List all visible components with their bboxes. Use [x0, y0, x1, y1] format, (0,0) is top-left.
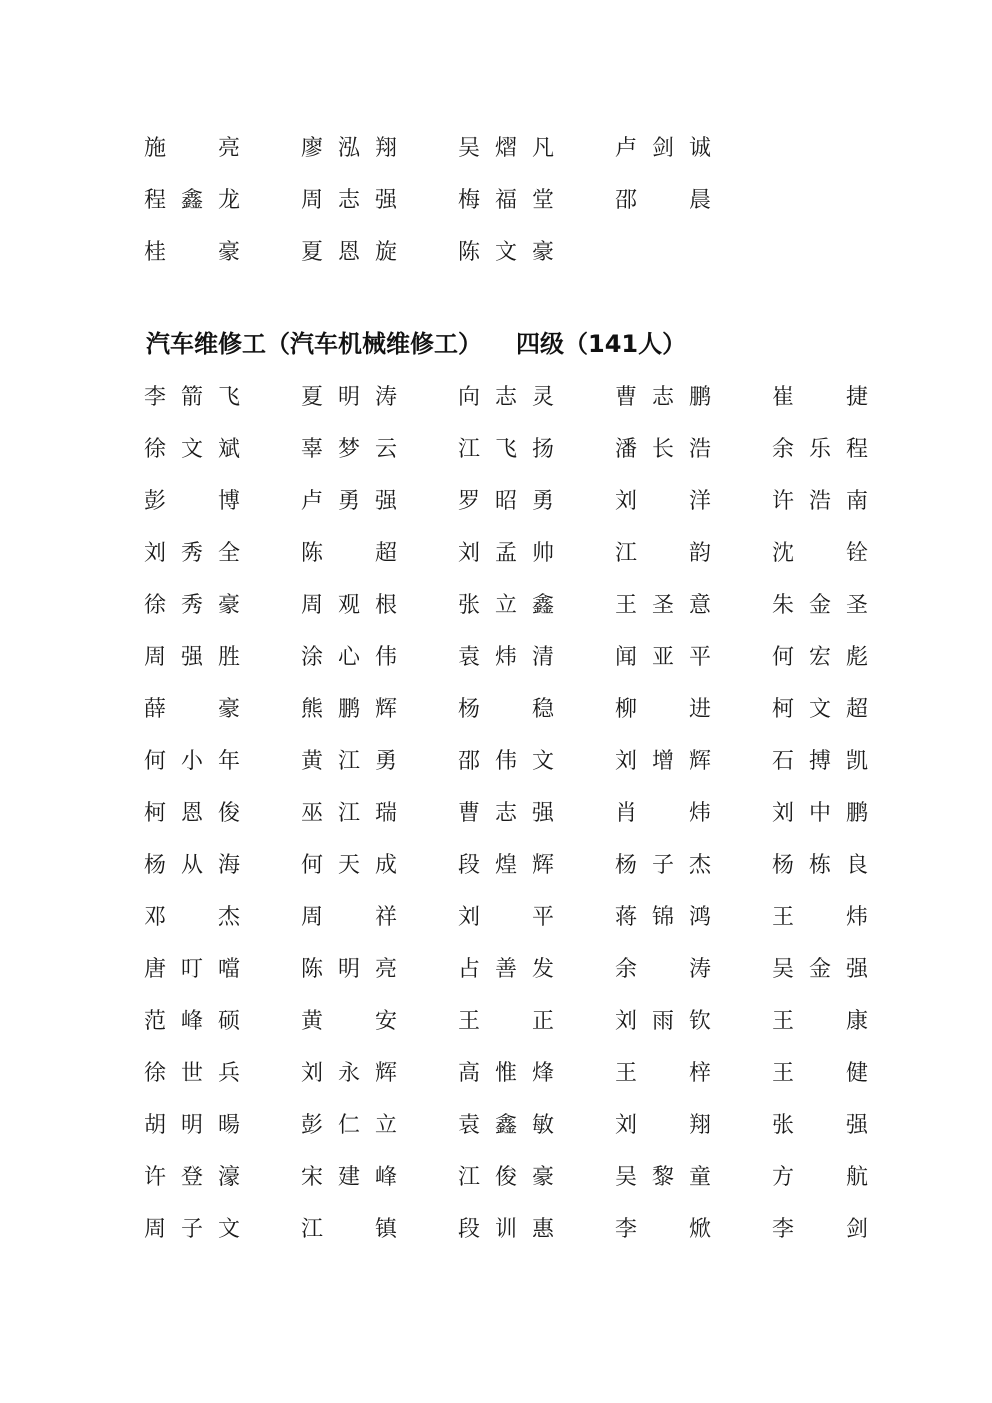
name-entry: 徐 世 兵 [144, 1060, 240, 1086]
top-name-list [0, 120, 992, 276]
name-entry: 熊 鹏 辉 [301, 696, 397, 722]
name-entry: 刘 秀 全 [144, 540, 240, 566]
name-entry: 张 立 鑫 [458, 592, 554, 618]
name-entry: 周 强 胜 [144, 644, 240, 670]
name-entry: 程 鑫 龙 [144, 187, 240, 213]
name-entry: 柳 进 [615, 696, 711, 722]
section-title: 汽车维修工（汽车机械维修工） [146, 330, 482, 358]
name-entry: 彭 仁 立 [301, 1112, 397, 1138]
name-entry: 许 浩 南 [772, 488, 868, 514]
name-entry: 唐 叮 噹 [144, 956, 240, 982]
names-row [0, 369, 992, 421]
name-entry: 江 飞 扬 [458, 436, 554, 462]
name-entry: 段 煌 辉 [458, 852, 554, 878]
name-entry: 柯 文 超 [772, 696, 868, 722]
name-entry: 沈 铨 [772, 540, 868, 566]
name-entry: 蒋 锦 鸿 [615, 904, 711, 930]
name-entry: 袁 炜 清 [458, 644, 554, 670]
name-entry: 向 志 灵 [458, 384, 554, 410]
name-entry: 何 宏 彪 [772, 644, 868, 670]
name-entry: 巫 江 瑞 [301, 800, 397, 826]
name-entry: 黄 安 [301, 1008, 397, 1034]
name-entry: 何 小 年 [144, 748, 240, 774]
name-entry: 周 观 根 [301, 592, 397, 618]
name-entry: 王 圣 意 [615, 592, 711, 618]
names-row [0, 681, 992, 733]
name-entry: 段 训 惠 [458, 1216, 554, 1242]
name-entry: 陈 超 [301, 540, 397, 566]
names-row [0, 525, 992, 577]
name-entry: 何 天 成 [301, 852, 397, 878]
names-row [0, 1045, 992, 1097]
names-row [0, 785, 992, 837]
name-entry: 刘 平 [458, 904, 554, 930]
name-entry: 杨 稳 [458, 696, 554, 722]
name-entry: 余 涛 [615, 956, 711, 982]
name-entry: 夏 明 涛 [301, 384, 397, 410]
name-entry: 江 韵 [615, 540, 711, 566]
name-entry: 刘 洋 [615, 488, 711, 514]
name-entry: 王 健 [772, 1060, 868, 1086]
name-entry: 刘 增 辉 [615, 748, 711, 774]
name-entry: 朱 金 圣 [772, 592, 868, 618]
name-entry: 彭 博 [144, 488, 240, 514]
top_names-row [0, 224, 992, 276]
name-entry: 方 航 [772, 1164, 868, 1190]
name-entry: 邵 伟 文 [458, 748, 554, 774]
name-entry: 梅 福 堂 [458, 187, 554, 213]
name-entry: 许 登 濠 [144, 1164, 240, 1190]
name-entry: 占 善 发 [458, 956, 554, 982]
name-entry: 王 正 [458, 1008, 554, 1034]
name-entry: 余 乐 程 [772, 436, 868, 462]
name-entry: 李 剑 [772, 1216, 868, 1242]
name-entry: 杨 从 海 [144, 852, 240, 878]
name-entry: 陈 明 亮 [301, 956, 397, 982]
names-row [0, 837, 992, 889]
name-entry: 王 炜 [772, 904, 868, 930]
name-entry: 徐 秀 豪 [144, 592, 240, 618]
name-entry: 杨 子 杰 [615, 852, 711, 878]
name-entry: 邵 晨 [615, 187, 711, 213]
name-entry: 闻 亚 平 [615, 644, 711, 670]
main-name-list [0, 369, 992, 1253]
name-entry: 袁 鑫 敏 [458, 1112, 554, 1138]
name-entry: 宋 建 峰 [301, 1164, 397, 1190]
name-entry: 施 亮 [144, 135, 240, 161]
name-entry: 卢 剑 诚 [615, 135, 711, 161]
names-row [0, 629, 992, 681]
name-entry: 周 子 文 [144, 1216, 240, 1242]
name-entry: 邓 杰 [144, 904, 240, 930]
name-entry: 范 峰 硕 [144, 1008, 240, 1034]
name-entry: 张 强 [772, 1112, 868, 1138]
name-entry: 刘 中 鹏 [772, 800, 868, 826]
name-entry: 柯 恩 俊 [144, 800, 240, 826]
name-entry: 李 箭 飞 [144, 384, 240, 410]
name-entry: 王 梓 [615, 1060, 711, 1086]
names-row [0, 1097, 992, 1149]
name-entry: 曹 志 鹏 [615, 384, 711, 410]
name-entry: 曹 志 强 [458, 800, 554, 826]
name-entry: 吴 熠 凡 [458, 135, 554, 161]
names-row [0, 577, 992, 629]
name-entry: 周 志 强 [301, 187, 397, 213]
name-entry: 杨 栋 良 [772, 852, 868, 878]
top_names-row [0, 172, 992, 224]
name-entry: 夏 恩 旋 [301, 239, 397, 265]
names-row [0, 889, 992, 941]
names-row [0, 733, 992, 785]
name-entry: 薛 豪 [144, 696, 240, 722]
name-entry: 辜 梦 云 [301, 436, 397, 462]
name-entry: 涂 心 伟 [301, 644, 397, 670]
name-entry: 徐 文 斌 [144, 436, 240, 462]
name-entry: 肖 炜 [615, 800, 711, 826]
name-entry: 王 康 [772, 1008, 868, 1034]
top_names-row [0, 120, 992, 172]
name-entry: 崔 捷 [772, 384, 868, 410]
name-entry: 刘 孟 帅 [458, 540, 554, 566]
name-entry: 胡 明 暘 [144, 1112, 240, 1138]
name-entry: 陈 文 豪 [458, 239, 554, 265]
name-entry: 江 俊 豪 [458, 1164, 554, 1190]
names-row [0, 473, 992, 525]
name-entry: 潘 长 浩 [615, 436, 711, 462]
name-entry: 刘 翔 [615, 1112, 711, 1138]
names-row [0, 941, 992, 993]
name-entry: 刘 雨 钦 [615, 1008, 711, 1034]
name-entry: 桂 豪 [144, 239, 240, 265]
name-entry: 江 镇 [301, 1216, 397, 1242]
name-entry: 吴 黎 童 [615, 1164, 711, 1190]
names-row [0, 1201, 992, 1253]
name-entry: 周 祥 [301, 904, 397, 930]
names-row [0, 1149, 992, 1201]
name-entry: 吴 金 强 [772, 956, 868, 982]
name-entry: 罗 昭 勇 [458, 488, 554, 514]
name-entry: 刘 永 辉 [301, 1060, 397, 1086]
name-entry: 石 搏 凯 [772, 748, 868, 774]
name-entry: 廖 泓 翔 [301, 135, 397, 161]
name-entry: 卢 勇 强 [301, 488, 397, 514]
names-row [0, 993, 992, 1045]
section-heading [146, 322, 686, 366]
names-row [0, 421, 992, 473]
name-entry: 高 惟 烽 [458, 1060, 554, 1086]
name-entry: 李 焮 [615, 1216, 711, 1242]
name-entry: 黄 江 勇 [301, 748, 397, 774]
section-level: 四级（141人） [516, 330, 687, 358]
